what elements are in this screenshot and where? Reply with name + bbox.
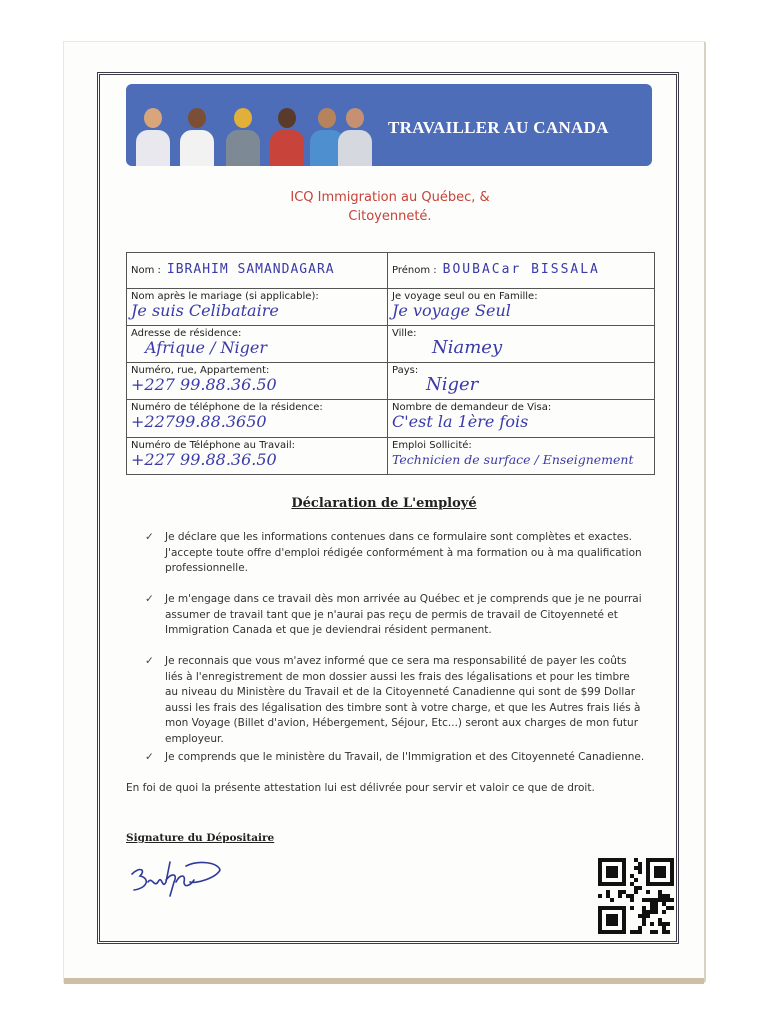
- signature-icon: [126, 852, 226, 902]
- banner-person-icon: [226, 108, 260, 166]
- declaration-item: [145, 530, 645, 577]
- declaration-text: Je déclare que les informations contenues dans ce formulaire sont complètes et exactes. J'accepte toute offre d'emploi rédigée conformément à ma formation ou à ma qualification professionnelle.: [165, 531, 642, 574]
- voyage-label: Je voyage seul ou en Famille:: [392, 291, 538, 302]
- banner-person-icon: [136, 108, 170, 166]
- adresse-label: Adresse de résidence:: [131, 328, 242, 339]
- nom-label: Nom :: [131, 264, 161, 276]
- nom-mariage-value[interactable]: Je suis Celibataire: [131, 301, 279, 320]
- ville-cell: [388, 326, 655, 363]
- checkmark-icon: ✓: [145, 531, 154, 543]
- subtitle-line-2: Citoyenneté.: [348, 209, 432, 224]
- paper-edge: [64, 978, 704, 984]
- tel-residence-value[interactable]: +22799.88.3650: [131, 412, 267, 431]
- banner-person-icon: [338, 108, 372, 166]
- nom-mariage-cell: [127, 289, 388, 326]
- pays-cell: [388, 363, 655, 400]
- prenom-label: Prénom :: [392, 264, 437, 276]
- applicant-form: [126, 252, 655, 475]
- emploi-label: Emploi Sollicité:: [392, 440, 472, 451]
- pays-value[interactable]: Niger: [426, 374, 479, 395]
- nom-value[interactable]: IBRAHIM SAMANDAGARA: [166, 262, 335, 277]
- declaration-item: [145, 592, 645, 639]
- nom-cell: [127, 253, 388, 289]
- checkmark-icon: ✓: [145, 593, 154, 605]
- closing-statement: En foi de quoi la présente attestation lui est délivrée pour servir et valoir ce que de droit.: [126, 782, 595, 794]
- nombre-demandeur-label: Nombre de demandeur de Visa:: [392, 402, 552, 413]
- nombre-demandeur-cell: [388, 400, 655, 438]
- pays-label: Pays:: [392, 365, 419, 376]
- emploi-value[interactable]: Technicien de surface / Enseignement: [392, 452, 634, 467]
- qr-code-icon: [598, 858, 674, 939]
- subtitle-line-1: ICQ Immigration au Québec, &: [290, 190, 490, 205]
- checkmark-icon: ✓: [145, 751, 154, 763]
- declaration-item: [145, 654, 645, 747]
- nombre-demandeur-value[interactable]: C'est la 1ère fois: [392, 412, 529, 431]
- voyage-cell: [388, 289, 655, 326]
- prenom-value[interactable]: BOUBACar BISSALA: [442, 262, 600, 277]
- numero-rue-label: Numéro, rue, Appartement:: [131, 365, 270, 376]
- declaration-text: Je reconnais que vous m'avez informé que ce sera ma responsabilité de payer les coûts liés à l'enregistrement de mon dossier aussi les frais des légalisations et pour les timbre au niveau du Ministère du Travail et de la Citoyenneté Canadienne qui sont de $99 Dollar aussi les frais des légalisation des timbre sont à votre charge, et que les Autres frais liés à mon Voyage (Billet d'avion, Hébergement, Séjour, Etc...) seront aux charges de mon futur employeur.: [165, 655, 641, 745]
- ville-value[interactable]: Niamey: [432, 337, 503, 358]
- prenom-cell: [388, 253, 655, 289]
- tel-travail-cell: [127, 438, 388, 475]
- checkmark-icon: ✓: [145, 655, 154, 667]
- qr-code-graphic: [598, 858, 674, 934]
- declaration-text: Je m'engage dans ce travail dès mon arrivée au Québec et je comprends que je ne pourrai assumer de travail tant que je n'aurai pas reçu de permis de travail de Citoyenneté et Immigration Canada et que je deviendrai résident permanent.: [165, 593, 642, 636]
- numero-rue-cell: [127, 363, 388, 400]
- header-banner: [126, 84, 652, 166]
- emploi-cell: [388, 438, 655, 475]
- tel-travail-value[interactable]: +227 99.88.36.50: [131, 450, 277, 469]
- voyage-value[interactable]: Je voyage Seul: [392, 301, 511, 320]
- adresse-cell: [127, 326, 388, 363]
- declaration-title-text: Déclaration de L'employé: [291, 496, 477, 511]
- tel-travail-label: Numéro de Téléphone au Travail:: [131, 440, 296, 451]
- ville-label: Ville:: [392, 328, 417, 339]
- banner-person-icon: [270, 108, 304, 166]
- banner-person-icon: [180, 108, 214, 166]
- signature-mark: [126, 852, 226, 907]
- declaration-text: Je comprends que le ministère du Travail, de l'Immigration et des Citoyenneté Canadienne.: [165, 751, 645, 763]
- banner-title: TRAVAILLER AU CANADA: [388, 118, 609, 137]
- nom-mariage-label: Nom après le mariage (si applicable):: [131, 291, 319, 302]
- declaration-item: [145, 750, 645, 766]
- numero-rue-value[interactable]: +227 99.88.36.50: [131, 375, 277, 394]
- declaration-title: [0, 496, 768, 511]
- tel-residence-label: Numéro de téléphone de la résidence:: [131, 402, 323, 413]
- tel-residence-cell: [127, 400, 388, 438]
- adresse-value[interactable]: Afrique / Niger: [145, 338, 268, 357]
- signature-title: Signature du Dépositaire: [126, 832, 275, 844]
